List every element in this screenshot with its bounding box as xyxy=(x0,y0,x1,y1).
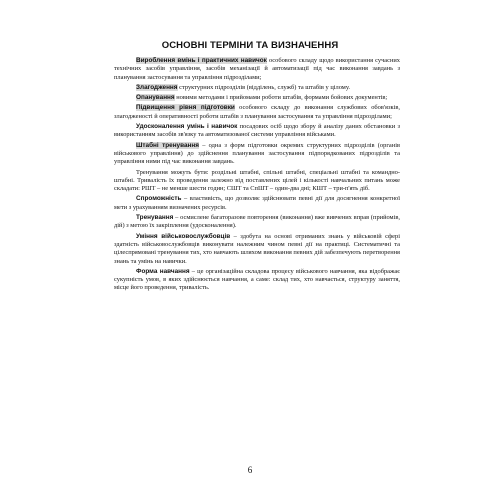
definition: – одна з форм підготовки окремих структурних підрозділів (органів військового управління) до здійснення планування застосування підпорядкованих підрозділів та управління ними під час виконання завдань. xyxy=(114,141,400,166)
definition: – це організаційна складова процесу військового навчання, яка відображає сукупність умов, в яких здійснюється навчання, а саме: склад тих, хто навчається, структуру заняття, місце його проведення, тривалість. xyxy=(114,267,400,292)
definition: структурних підрозділів (відділень, служб) та штабів у цілому. xyxy=(177,83,350,91)
term: Підвищення рівня підготовки xyxy=(136,104,235,112)
term: Форма навчання xyxy=(136,267,190,275)
definition: – здобута на основі отриманих знань у військовій сфері здатність військовослужбовців виконувати належним чином певні дії на практиці. Систематичні та цілеспрямовані тренування тих, хто навчають шляхом виконання певних дій забезпечують перетворення знань та умінь на навички. xyxy=(114,232,400,265)
definition: – властивість, що дозволяє здійснювати певні дії для досягнення конкретної мети з урахуванням визначених ресурсів. xyxy=(114,195,400,211)
paragraph xyxy=(114,57,400,82)
paragraph xyxy=(114,123,400,140)
paragraph xyxy=(114,104,400,121)
paragraph xyxy=(114,195,400,212)
term: Тренування xyxy=(136,214,174,222)
paragraph xyxy=(114,214,400,231)
definition: посадових осіб щодо збору й аналізу даних обстановки з використанням засобів зв'язку та автоматизованої системи управління військами. xyxy=(114,123,400,139)
paragraph xyxy=(114,142,400,167)
paragraph xyxy=(114,268,400,293)
document-body xyxy=(114,57,400,295)
paragraph xyxy=(114,233,400,266)
term: Удосконалення умінь і навичок xyxy=(136,123,238,131)
term: Штабні тренування xyxy=(136,141,199,149)
page-title: ОСНОВНІ ТЕРМІНИ ТА ВИЗНАЧЕННЯ xyxy=(161,40,339,51)
definition: новими методами і прийомами роботи штабів, формами бойових документів; xyxy=(174,94,388,102)
definition: особового складу щодо використання сучасних технічних засобів управління, засобів механізації й автоматизації під час виконання завдань з планування застосування та управління підрозділами; xyxy=(114,57,400,81)
definition: особового складу до виконання службових обов'язків, злагодженості й оперативності роботи штабів з планування застосування та управління підрозділами; xyxy=(114,104,401,120)
term: Вироблення вмінь і практичних навичок xyxy=(136,57,267,64)
paragraph xyxy=(114,169,400,194)
page-number: 6 xyxy=(247,465,253,475)
definition: – осмислене багаторазове повторення (виконання) вже вивчених вправ (прийомів, дій) з метою їх закріплення (удосконалення). xyxy=(114,214,400,230)
term: Злагодження xyxy=(136,83,178,91)
term: Уміння військовослужбовців xyxy=(136,232,231,240)
paragraph xyxy=(114,84,400,92)
term: Спроможність xyxy=(136,195,182,203)
term: Опанування xyxy=(136,94,175,102)
paragraph xyxy=(114,94,400,102)
definition: Тренування можуть бути: роздільні штабні, спільні штабні, спеціальні штабні та командно-штабні. Тривалість їх проведення залежно від поставлених цілей і кількості навчальних питань може складати: РШТ – не менше шести годин; СШТ та СпШТ – один-два дні; КШТ – три-п'ять діб. xyxy=(114,168,400,193)
